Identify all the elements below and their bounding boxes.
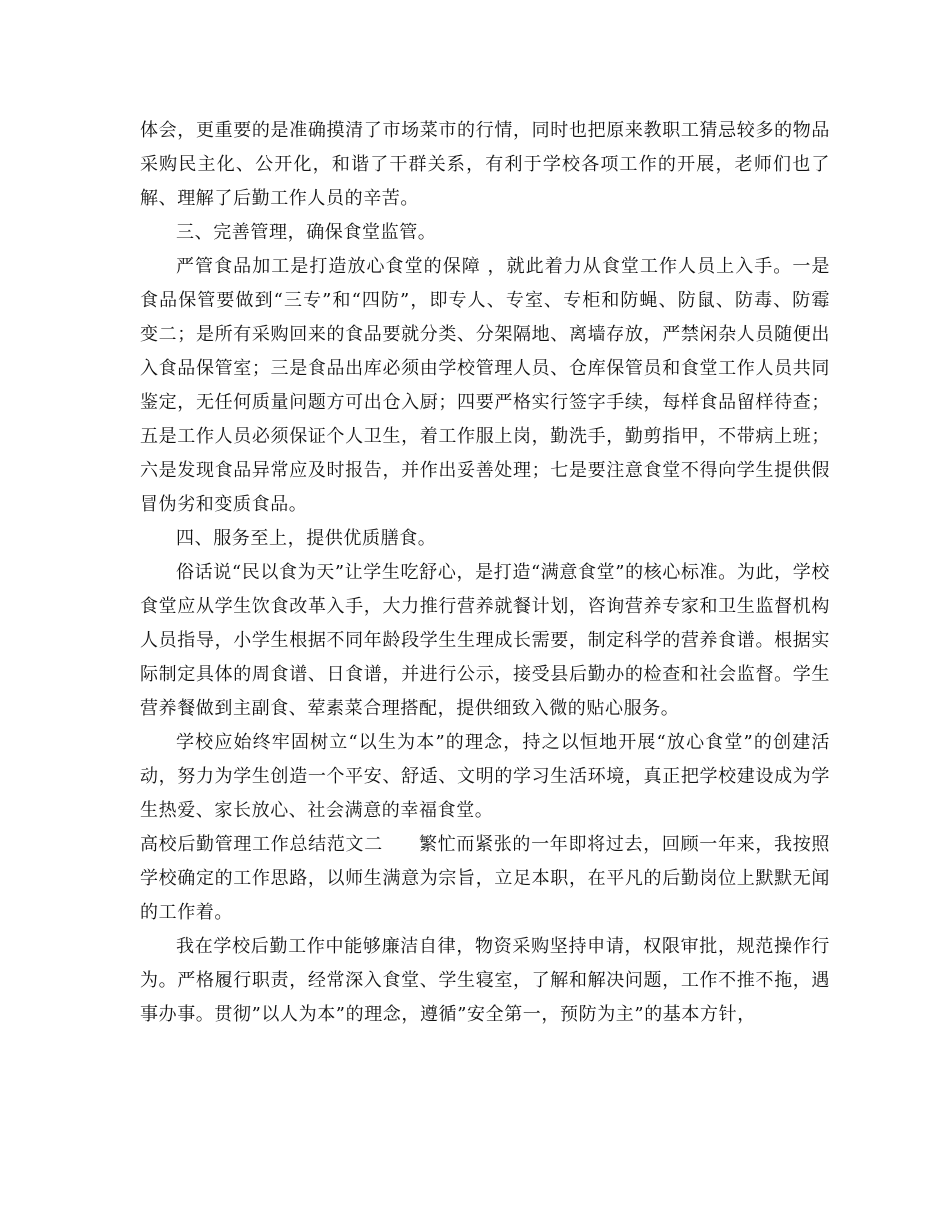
section-title: 高校后勤管理工作总结范文二	[140, 834, 383, 855]
paragraph-philosophy: 学校应始终牢固树立“以生为本”的理念，持之以恒地开展“放心食堂”的创建活动，努力为学生创造一个平安、舒适、文明的学习生活环境，真正把学校建设成为学生热爱、家长放心、社会满意的幸福食堂。	[140, 732, 830, 821]
section-intro-text: 繁忙而紧张的一年即将过去，回顾一年来，我按照学校确定的工作思路，以师生满意为宗旨，立足本职，在平凡的后勤岗位上默默无闻的工作着。	[140, 834, 830, 923]
paragraph-1: 体会，更重要的是准确摸清了市场菜市的行情，同时也把原来教职工猜忌较多的物品采购民主化、公开化，和谐了干群关系，有利于学校各项工作的开展，老师们也了解、理解了后勤工作人员的辛苦。	[140, 120, 830, 209]
heading-three: 三、完善管理，确保食堂监管。	[176, 222, 437, 243]
paragraph-closing: 我在学校后勤工作中能够廉洁自律，物资采购坚持申请，权限审批，规范操作行为。严格履行职责，经常深入食堂、学生寝室，了解和解决问题，工作不推不拖，遇事办事。贯彻”以人为本”的理念，遵循”安全第一，预防为主”的基本方针，	[140, 936, 830, 1025]
document-body	[140, 114, 830, 1032]
paragraph-service: 俗话说“民以食为天”让学生吃舒心，是打造“满意食堂”的核心标准。为此，学校食堂应从学生饮食改革入手，大力推行营养就餐计划，咨询营养专家和卫生监督机构人员指导，小学生根据不同年龄段学生生理成长需要，制定科学的营养食谱。根据实际制定具体的周食谱、日食谱，并进行公示，接受县后勤办的检查和社会监督。学生营养餐做到主副食、荤素菜合理搭配，提供细致入微的贴心服务。	[140, 562, 830, 719]
section-two-intro	[140, 828, 830, 930]
paragraph-management: 严管食品加工是打造放心食堂的保障 ，就此着力从食堂工作人员上入手。一是食品保管要做到“三专”和“四防”，即专人、专室、专柜和防蝇、防鼠、防毒、防霉变二；是所有采购回来的食品要就分类、分架隔地、离墙存放，严禁闲杂人员随便出入食品保管室；三是食品出库必须由学校管理人员、仓库保管员和食堂工作人员共同鉴定，无任何质量问题方可出仓入厨；四要严格实行签字手续，每样食品留样待查；五是工作人员必须保证个人卫生，着工作服上岗，勤洗手，勤剪指甲，不带病上班；六是发现食品异常应及时报告，并作出妥善处理；七是要注意食堂不得向学生提供假冒伪劣和变质食品。	[140, 256, 830, 515]
heading-four: 四、服务至上，提供优质膳食。	[176, 528, 437, 549]
